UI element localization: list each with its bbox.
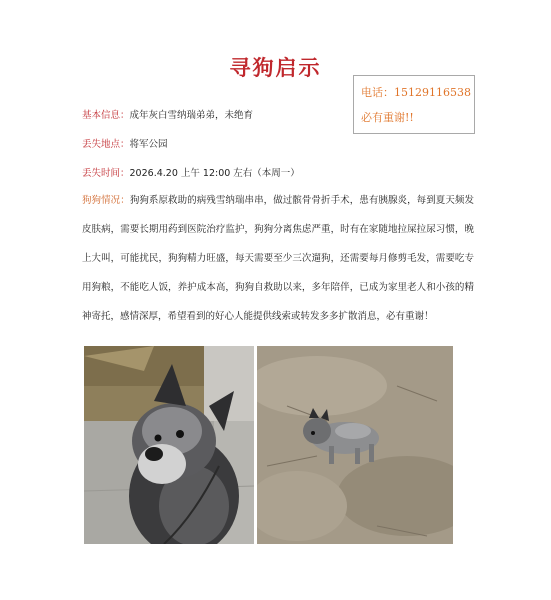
dog-photo-dirt (257, 346, 453, 544)
basic-info-value: 成年灰白雪纳瑞弟弟，未绝育 (129, 110, 254, 121)
dog-description (82, 186, 474, 331)
contact-box (353, 75, 475, 134)
lost-location-label: 丢失地点： (82, 139, 130, 150)
phone-label: 电话： (361, 86, 394, 99)
dog-photo-closeup (84, 346, 254, 544)
lost-location-value: 将军公园 (129, 139, 168, 150)
description-text: 狗狗系原救助的病残雪纳瑞串串，做过髌骨骨折手术，患有胰腺炎，每到夏天频发皮肤病，需要长期用药到医院治疗监护，狗狗分离焦虑严重，时有在家随地拉屎拉尿习惯，晚上大叫，可能扰民，狗狗精力旺盛，每天需要至少三次遛狗，还需要每月修剪毛发，需要吃专用狗粮，不能吃人饭，养护成本高，狗狗自救助以来，多年陪伴，已成为家里老人和小孩的精神寄托，感情深厚，希望看到的好心人能提供线索或转发多多扩散消息，必有重谢！ (82, 195, 474, 322)
lost-time-row (82, 165, 300, 179)
lost-location-row (82, 136, 168, 150)
reward-text: 必有重谢!! (361, 111, 414, 124)
basic-info-label: 基本信息： (82, 110, 130, 121)
basic-info-row (82, 107, 253, 121)
lost-time-label: 丢失时间： (82, 168, 130, 179)
phone-number: 15129116538 (394, 86, 471, 99)
lost-time-value: 2026.4.20 上午 12:00 左右（本周一） (129, 168, 300, 179)
description-label: 狗狗情况： (82, 195, 130, 206)
phone-row (361, 83, 474, 108)
notice-title: 寻狗启示 (229, 55, 322, 80)
